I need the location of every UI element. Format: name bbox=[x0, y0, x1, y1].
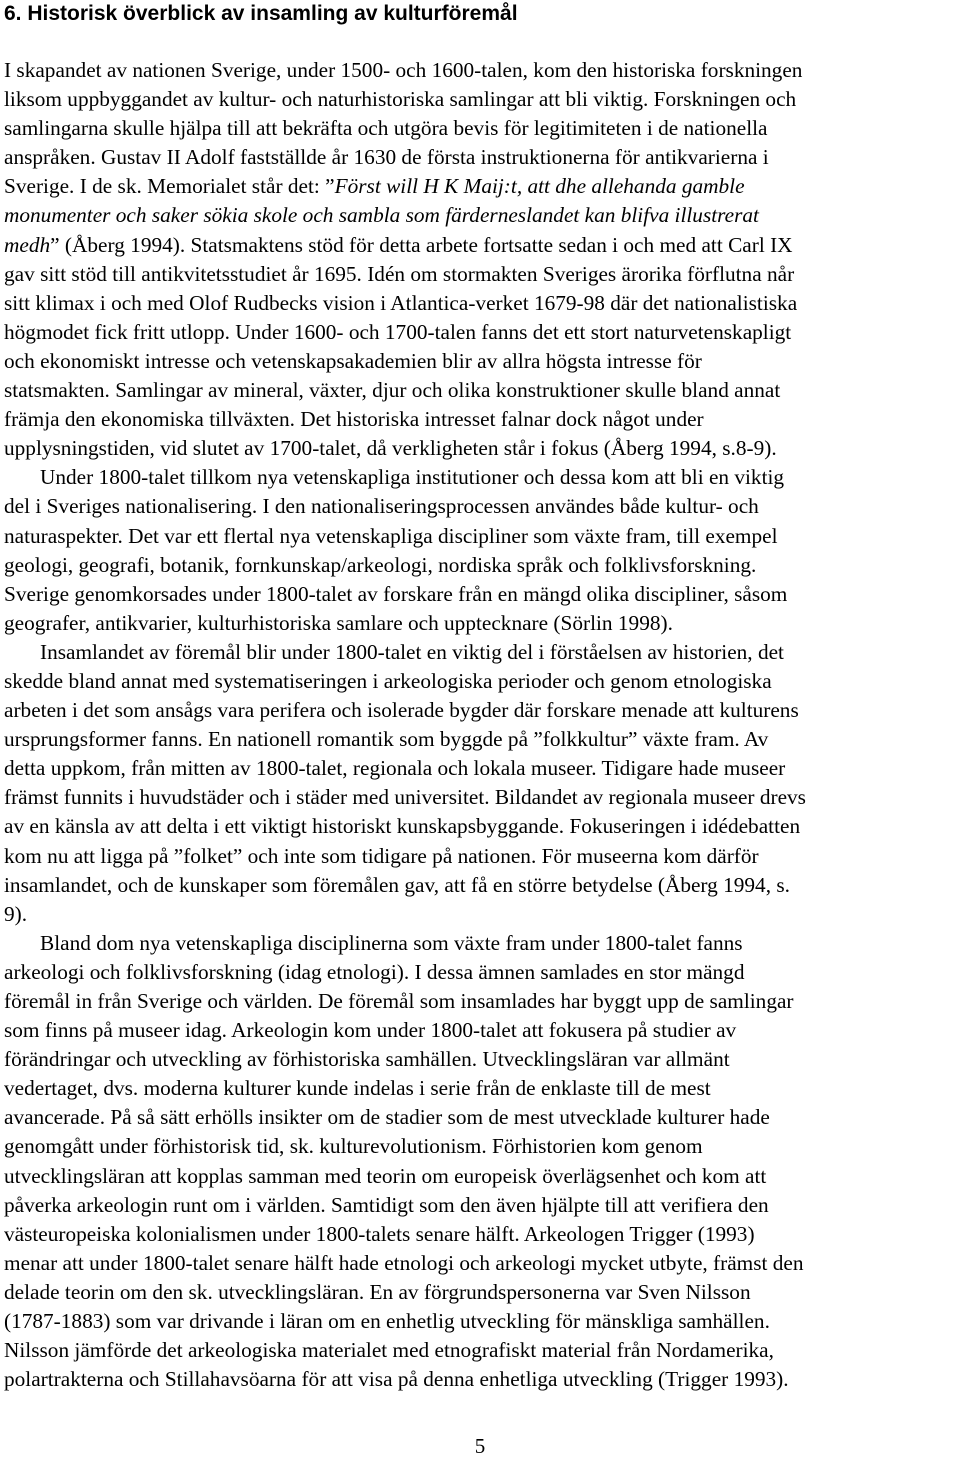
text-line bbox=[4, 871, 960, 900]
text-line bbox=[4, 667, 960, 696]
text-segment: menar att under 1800-talet senare hälft hade etnologi och arkeologi mycket utbyte, främst den bbox=[4, 1250, 804, 1275]
page-number: 5 bbox=[474, 1434, 486, 1458]
text-segment: I skapandet av nationen Sverige, under 1500- och 1600-talen, kom den historiska forskningen bbox=[4, 58, 803, 82]
text-line bbox=[4, 1365, 960, 1394]
text-segment: delade teorin om den sk. utvecklingsläran. En av förgrundspersonerna var Sven Nilsson bbox=[4, 1279, 751, 1304]
text-segment: vedertaget, dvs. moderna kulturer kunde indelas i serie från de enklaste till de mest bbox=[4, 1076, 711, 1101]
text-segment: utvecklingsläran att kopplas samman med teorin om europeisk överlägsenhet och kom att bbox=[4, 1163, 767, 1188]
text-segment: Nilsson jämförde det arkeologiska materialet med etnografiskt material från Nordamerika, bbox=[4, 1338, 774, 1363]
text-segment: främst funnits i huvudstäder och i städer med universitet. Bildandet av regionala museer drevs bbox=[4, 785, 806, 810]
text-line bbox=[4, 1074, 960, 1103]
text-segment: statsmakten. Samlingar av mineral, växter, djur och olika konstruktioner skulle bland annat bbox=[4, 378, 781, 403]
text-segment: Sverige genomkorsades under 1800-talet av forskare från en mängd olika discipliner, såsom bbox=[4, 581, 788, 606]
text-line bbox=[4, 783, 960, 812]
text-line bbox=[4, 1132, 960, 1161]
text-segment: skedde bland annat med systematiseringen i arkeologiska perioder och genom etnologiska bbox=[4, 668, 772, 693]
text-line bbox=[4, 900, 960, 929]
text-line bbox=[4, 987, 960, 1016]
text-line bbox=[4, 143, 960, 172]
text-line bbox=[4, 842, 960, 871]
text-line bbox=[4, 114, 960, 143]
text-line bbox=[4, 172, 960, 201]
text-segment: Bland dom nya vetenskapliga disciplinerna som växte fram under 1800-talet fanns bbox=[40, 930, 743, 955]
text-line bbox=[4, 754, 960, 783]
text-line bbox=[4, 1162, 960, 1191]
text-segment: högmodet fick fritt utlopp. Under 1600- och 1700-talen fanns det ett stort naturvetenskapligt bbox=[4, 319, 792, 344]
text-line bbox=[4, 638, 960, 667]
text-line bbox=[4, 1220, 960, 1249]
text-line bbox=[4, 551, 960, 580]
text-segment: 9). bbox=[4, 901, 28, 926]
text-line bbox=[4, 1016, 960, 1045]
text-line bbox=[4, 929, 960, 958]
text-line bbox=[4, 580, 960, 609]
text-segment: av en känsla av att delta i ett viktigt historiskt kunskapsbyggande. Fokuseringen i idédebatten bbox=[4, 814, 801, 839]
text-line bbox=[4, 1103, 960, 1132]
text-line bbox=[4, 1249, 960, 1278]
body-text bbox=[4, 56, 960, 1394]
text-line bbox=[4, 85, 960, 114]
paragraph bbox=[4, 929, 960, 1395]
text-segment: främja den ekonomiska tillväxten. Det historiska intresset falnar dock något under bbox=[4, 407, 704, 432]
text-segment: kom nu att ligga på ”folket” och inte som tidigare på nationen. För museerna kom därför bbox=[4, 843, 759, 868]
text-segment: ” (Åberg 1994). Statsmaktens stöd för detta arbete fortsatte sedan i och med att Carl IX bbox=[50, 232, 793, 257]
text-segment: upplysningstiden, vid slutet av 1700-talet, då verkligheten står i fokus (Åberg 1994, s.8-9). bbox=[4, 436, 777, 461]
italic-quote: monumenter och saker sökia skole och sambla som färderneslandet kan blifva illustrerat bbox=[4, 203, 759, 228]
text-line bbox=[4, 492, 960, 521]
paragraph bbox=[4, 463, 960, 638]
text-segment: Under 1800-talet tillkom nya vetenskapliga institutioner och dessa kom att bli en viktig bbox=[40, 465, 785, 490]
text-line bbox=[4, 463, 960, 492]
text-line bbox=[4, 201, 960, 230]
text-line bbox=[4, 696, 960, 725]
text-line bbox=[4, 56, 960, 85]
text-segment: Sverige. I de sk. Memorialet står det: ” bbox=[4, 174, 335, 199]
text-segment: polartrakterna och Stillahavsöarna för att visa på denna enhetliga utveckling (Trigger 1993). bbox=[4, 1367, 789, 1392]
text-segment: gav sitt stöd till antikvitetsstudiet år 1695. Idén om stormakten Sveriges ärorika förflutna når bbox=[4, 261, 795, 286]
text-segment: del i Sveriges nationalisering. I den nationaliseringsprocessen användes både kultur- och bbox=[4, 494, 759, 519]
text-line bbox=[4, 405, 960, 434]
text-segment: geologi, geografi, botanik, fornkunskap/arkeologi, nordiska språk och folklivsforskning. bbox=[4, 552, 757, 577]
text-line bbox=[4, 434, 960, 463]
text-line bbox=[4, 289, 960, 318]
text-segment: genomgått under förhistorisk tid, sk. kulturevolutionism. Förhistorien kom genom bbox=[4, 1134, 703, 1159]
text-line bbox=[4, 318, 960, 347]
text-segment: och ekonomiskt intresse och vetenskapsakademien blir av allra högsta intresse för bbox=[4, 348, 702, 373]
text-segment: Insamlandet av föremål blir under 1800-talet en viktig del i förståelsen av historien, det bbox=[40, 639, 784, 664]
text-line bbox=[4, 812, 960, 841]
text-line bbox=[4, 376, 960, 405]
text-line bbox=[4, 231, 960, 260]
paragraph bbox=[4, 638, 960, 929]
text-segment: liksom uppbyggandet av kultur- och naturhistoriska samlingar att bli viktig. Forskningen och bbox=[4, 87, 797, 112]
text-segment: som finns på museer idag. Arkeologin kom under 1800-talet att fokusera på studier av bbox=[4, 1018, 737, 1043]
text-line bbox=[4, 1336, 960, 1365]
text-line bbox=[4, 725, 960, 754]
text-line bbox=[4, 1278, 960, 1307]
text-segment: förändringar och utveckling av förhistoriska samhällen. Utvecklingsläran var allmänt bbox=[4, 1047, 730, 1072]
text-line bbox=[4, 260, 960, 289]
text-line bbox=[4, 1307, 960, 1336]
text-segment: föremål in från Sverige och världen. De föremål som insamlades har byggt upp de samlingar bbox=[4, 989, 794, 1013]
text-segment: västeuropeiska kolonialismen under 1800-talets senare hälft. Arkeologen Trigger (1993) bbox=[4, 1221, 755, 1246]
text-line bbox=[4, 609, 960, 638]
text-line bbox=[4, 1045, 960, 1074]
text-segment: avancerade. På så sätt erhölls insikter om de stadier som de mest utvecklade kulturer hade bbox=[4, 1105, 770, 1130]
text-segment: detta uppkom, från mitten av 1800-talet, regionala och lokala museer. Tidigare hade museer bbox=[4, 756, 786, 781]
text-segment: arbeten i det som ansågs vara perifera och isolerade bygder där forskare menade att kulturens bbox=[4, 698, 799, 723]
italic-quote: Först will H K Maij:t, att dhe allehanda gamble bbox=[334, 174, 745, 199]
text-line bbox=[4, 1191, 960, 1220]
text-segment: arkeologi och folklivsforskning (idag etnologi). I dessa ämnen samlades en stor mängd bbox=[4, 959, 745, 984]
text-segment: ursprungsformer fanns. En nationell romantik som byggde på ”folkkultur” växte fram. Av bbox=[4, 727, 769, 752]
text-segment: naturaspekter. Det var ett flertal nya vetenskapliga discipliner som växte fram, till exempel bbox=[4, 523, 778, 548]
text-segment: sitt klimax i och med Olof Rudbecks vision i Atlantica-verket 1679-98 där det nationalistiska bbox=[4, 290, 798, 315]
text-segment: samlingarna skulle hjälpa till att bekräfta och utgöra bevis för legitimiteten i de nationella bbox=[4, 116, 768, 141]
text-line bbox=[4, 522, 960, 551]
text-segment: anspråken. Gustav II Adolf fastställde år 1630 de första instruktionerna för antikvarierna i bbox=[4, 145, 769, 170]
italic-quote: medh bbox=[4, 232, 51, 257]
text-line bbox=[4, 347, 960, 376]
paragraph bbox=[4, 56, 960, 463]
section-heading: 6. Historisk överblick av insamling av kulturföremål bbox=[4, 2, 518, 25]
text-segment: geografer, antikvarier, kulturhistoriska samlare och upptecknare (Sörlin 1998). bbox=[4, 610, 673, 635]
text-line bbox=[4, 958, 960, 987]
text-segment: påverka arkeologin runt om i världen. Samtidigt som den även hjälpte till att verifiera den bbox=[4, 1192, 769, 1217]
text-segment: insamlandet, och de kunskaper som föremålen gav, att få en större betydelse (Åberg 1994, s. bbox=[4, 872, 790, 897]
text-segment: (1787-1883) som var drivande i läran om en enhetlig utveckling för mänskliga samhällen. bbox=[4, 1309, 770, 1334]
